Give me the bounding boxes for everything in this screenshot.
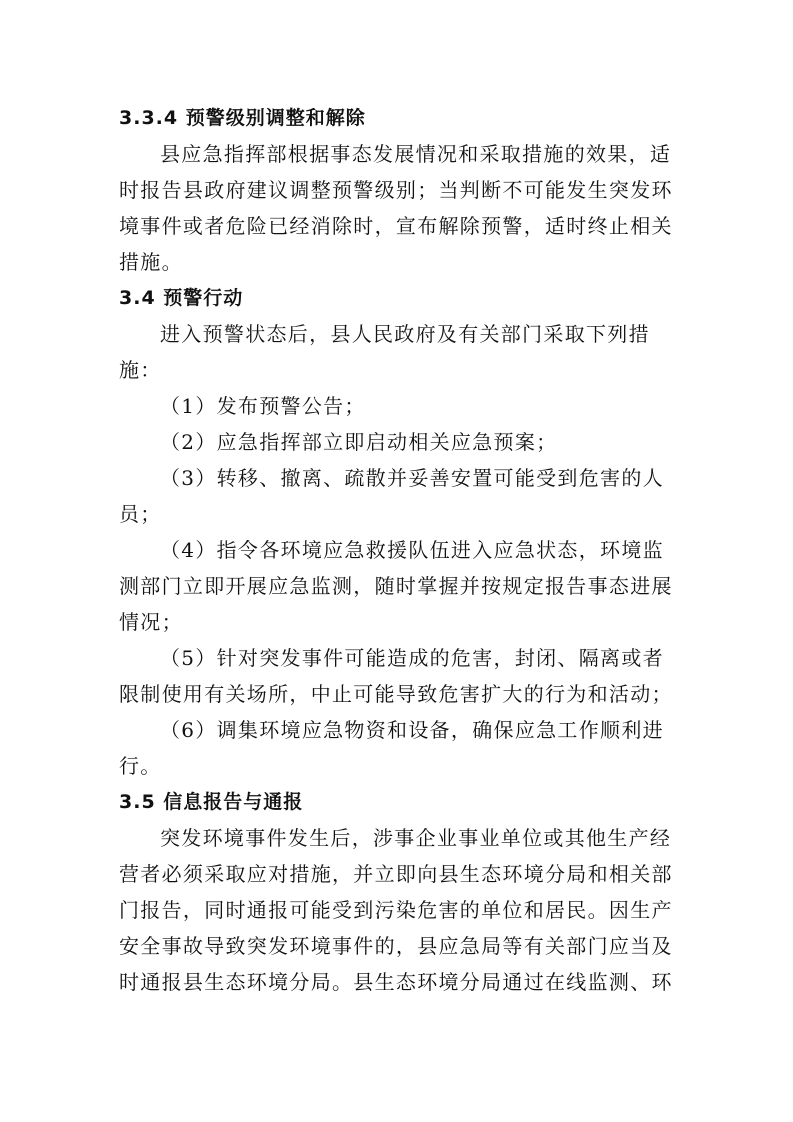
paragraph-line: 时报告县政府建议调整预警级别；当判断不可能发生突发环 xyxy=(119,178,673,202)
paragraph-line: 境事件或者危险已经消除时，宣布解除预警，适时终止相关 xyxy=(119,214,673,238)
paragraph-line: 门报告，同时通报可能受到污染危害的单位和居民。因生产 xyxy=(119,898,673,922)
paragraph-line: 措施。 xyxy=(119,250,183,274)
paragraph-line: 进入预警状态后，县人民政府及有关部门采取下列措 xyxy=(160,322,650,346)
paragraph-line: 营者必须采取应对措施，并立即向县生态环境分局和相关部 xyxy=(119,862,673,886)
paragraph-line: 时通报县生态环境分局。县生态环境分局通过在线监测、环 xyxy=(119,970,673,994)
list-item-line: 行。 xyxy=(119,754,162,778)
list-item-line: 测部门立即开展应急监测，随时掌握并按规定报告事态进展 xyxy=(119,574,673,598)
section-heading-3-3-4: 3.3.4 预警级别调整和解除 xyxy=(119,107,366,129)
list-item-line: 员； xyxy=(119,502,162,526)
list-item-line: 情况； xyxy=(119,610,183,634)
list-item-line: （1）发布预警公告； xyxy=(160,394,366,418)
list-item-line: （6）调集环境应急物资和设备，确保应急工作顺利进 xyxy=(160,718,664,742)
section-heading-3-4: 3.4 预警行动 xyxy=(119,287,244,309)
paragraph-line: 施： xyxy=(119,358,162,382)
paragraph-line: 县应急指挥部根据事态发展情况和采取措施的效果，适 xyxy=(160,142,672,166)
list-item-line: （4）指令各环境应急救援队伍进入应急状态，环境监 xyxy=(160,538,664,562)
list-item-line: （3）转移、撤离、疏散并妥善安置可能受到危害的人 xyxy=(160,466,664,490)
paragraph-line: 突发环境事件发生后，涉事企业事业单位或其他生产经 xyxy=(160,826,672,850)
list-item-line: （2）应急指挥部立即启动相关应急预案； xyxy=(160,430,558,454)
list-item-line: 限制使用有关场所，中止可能导致危害扩大的行为和活动； xyxy=(119,682,673,706)
list-item-line: （5）针对突发事件可能造成的危害，封闭、隔离或者 xyxy=(160,646,664,670)
paragraph-line: 安全事故导致突发环境事件的，县应急局等有关部门应当及 xyxy=(119,934,673,958)
section-heading-3-5: 3.5 信息报告与通报 xyxy=(119,791,304,813)
